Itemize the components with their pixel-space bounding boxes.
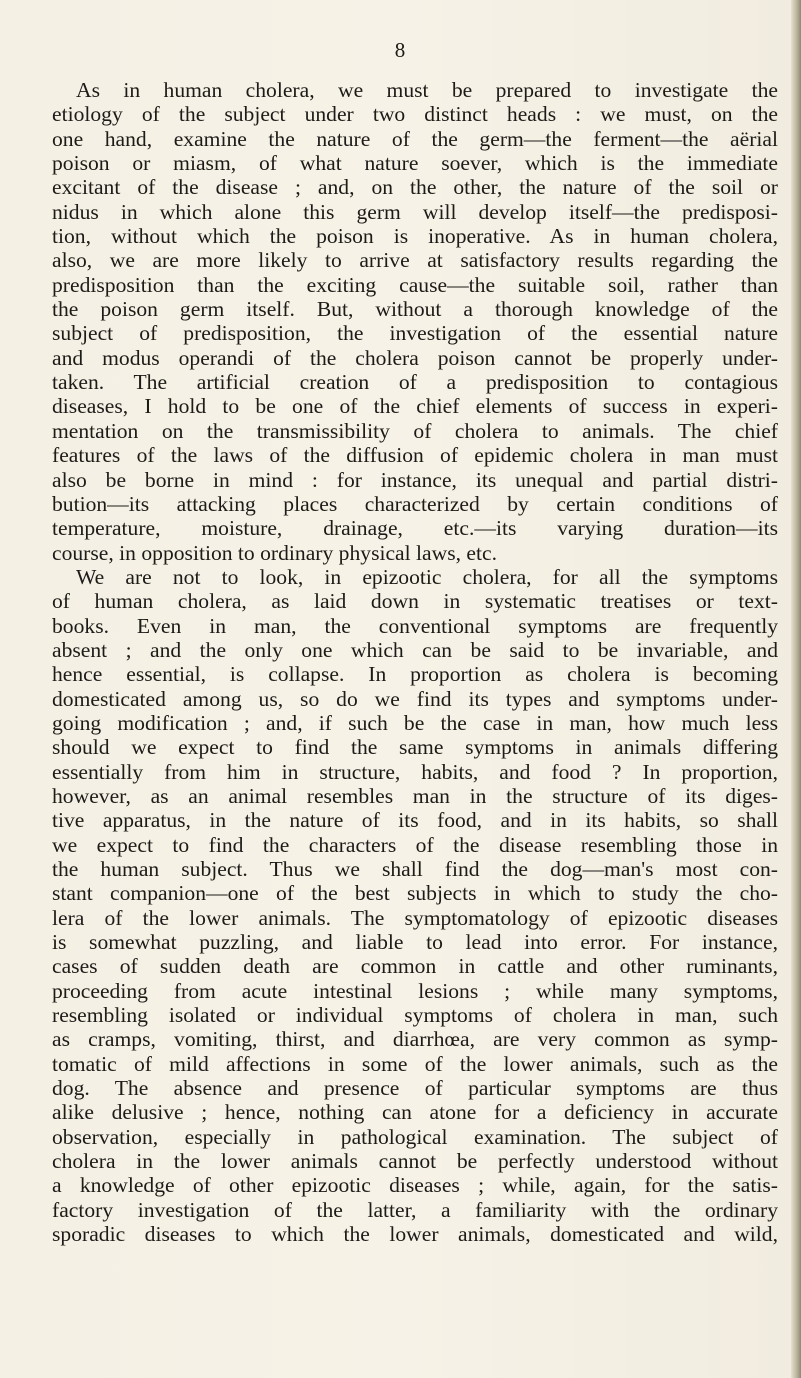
text-line: nidus in which alone this germ will develop itself—the predisposi- <box>52 199 778 224</box>
text-line: hence essential, is collapse. In proportion as cholera is becoming <box>52 662 778 687</box>
text-line: sporadic diseases to which the lower animals, domesticated and wild, <box>52 1222 778 1247</box>
page-edge-shadow <box>791 0 801 1378</box>
text-line: the human subject. Thus we shall find the dog—man's most con- <box>52 857 778 881</box>
text-line: cholera in the lower animals cannot be perfectly understood without <box>52 1149 778 1174</box>
text-line: As in human cholera, we must be prepared to investigate the <box>76 78 778 102</box>
text-line: we expect to find the characters of the disease resembling those in <box>52 832 778 857</box>
text-line: the poison germ itself. But, without a thorough knowledge of the <box>52 297 778 322</box>
text-line: essentially from him in structure, habits, and food ? In proportion, <box>52 759 778 784</box>
text-line: is somewhat puzzling, and liable to lead into error. For instance, <box>52 930 778 955</box>
text-line: predisposition than the exciting cause—the suitable soil, rather than <box>52 272 778 297</box>
text-line: poison or miasm, of what nature soever, which is the immediate <box>52 151 778 176</box>
text-line: books. Even in man, the conventional symptoms are frequently <box>52 613 778 638</box>
text-line: tomatic of mild affections in some of the lower animals, such as the <box>52 1051 778 1076</box>
text-line: of human cholera, as laid down in systematic treatises or text- <box>52 589 778 614</box>
text-line: lera of the lower animals. The symptomatology of epizootic diseases <box>52 905 778 930</box>
text-line: a knowledge of other epizootic diseases ; while, again, for the satis- <box>52 1173 778 1198</box>
text-line: as cramps, vomiting, thirst, and diarrhœa, are very common as symp- <box>52 1027 778 1052</box>
text-line: diseases, I hold to be one of the chief elements of success in experi- <box>52 394 778 419</box>
text-line: mentation on the transmissibility of cholera to animals. The chief <box>52 418 778 443</box>
text-line: subject of predisposition, the investigation of the essential nature <box>52 321 778 346</box>
text-line: going modification ; and, if such be the case in man, how much less <box>52 710 778 735</box>
text-line: one hand, examine the nature of the germ—the ferment—the aërial <box>52 126 778 151</box>
text-line: also, we are more likely to arrive at satisfactory results regarding the <box>52 248 778 273</box>
text-line: cases of sudden death are common in cattle and other ruminants, <box>52 954 778 979</box>
text-line: also be borne in mind : for instance, its unequal and partial distri- <box>52 467 778 492</box>
text-line: however, as an animal resembles man in the structure of its diges- <box>52 783 778 808</box>
text-line: bution—its attacking places characterized by certain conditions of <box>52 491 778 516</box>
text-line: etiology of the subject under two distinct heads : we must, on the <box>52 102 778 127</box>
text-line: dog. The absence and presence of particular symptoms are thus <box>52 1076 778 1101</box>
text-line: taken. The artificial creation of a predisposition to contagious <box>52 370 778 395</box>
text-line: proceeding from acute intestinal lesions ; while many symptoms, <box>52 978 778 1003</box>
text-line: alike delusive ; hence, nothing can atone for a deficiency in accurate <box>52 1100 778 1125</box>
text-line: domesticated among us, so do we find its types and symptoms under- <box>52 686 778 711</box>
body-text <box>52 78 778 1247</box>
text-line: features of the laws of the diffusion of epidemic cholera in man must <box>52 443 778 468</box>
text-line: temperature, moisture, drainage, etc.—its varying duration—its <box>52 516 778 541</box>
page-number: 8 <box>394 38 407 62</box>
text-line: tion, without which the poison is inoperative. As in human cholera, <box>52 224 778 249</box>
text-line: resembling isolated or individual symptoms of cholera in man, such <box>52 1003 778 1028</box>
text-line: stant companion—one of the best subjects in which to study the cho- <box>52 881 778 906</box>
text-line: tive apparatus, in the nature of its food, and in its habits, so shall <box>52 808 778 833</box>
text-line: We are not to look, in epizootic cholera, for all the symptoms <box>76 564 778 589</box>
text-line: excitant of the disease ; and, on the other, the nature of the soil or <box>52 175 778 200</box>
text-line: course, in opposition to ordinary physical laws, etc. <box>52 540 497 565</box>
text-line: observation, especially in pathological examination. The subject of <box>52 1124 778 1149</box>
text-line: absent ; and the only one which can be said to be invariable, and <box>52 637 778 662</box>
text-line: should we expect to find the same symptoms in animals differing <box>52 735 778 760</box>
text-line: and modus operandi of the cholera poison cannot be properly under- <box>52 345 778 370</box>
text-line: factory investigation of the latter, a familiarity with the ordinary <box>52 1197 778 1222</box>
